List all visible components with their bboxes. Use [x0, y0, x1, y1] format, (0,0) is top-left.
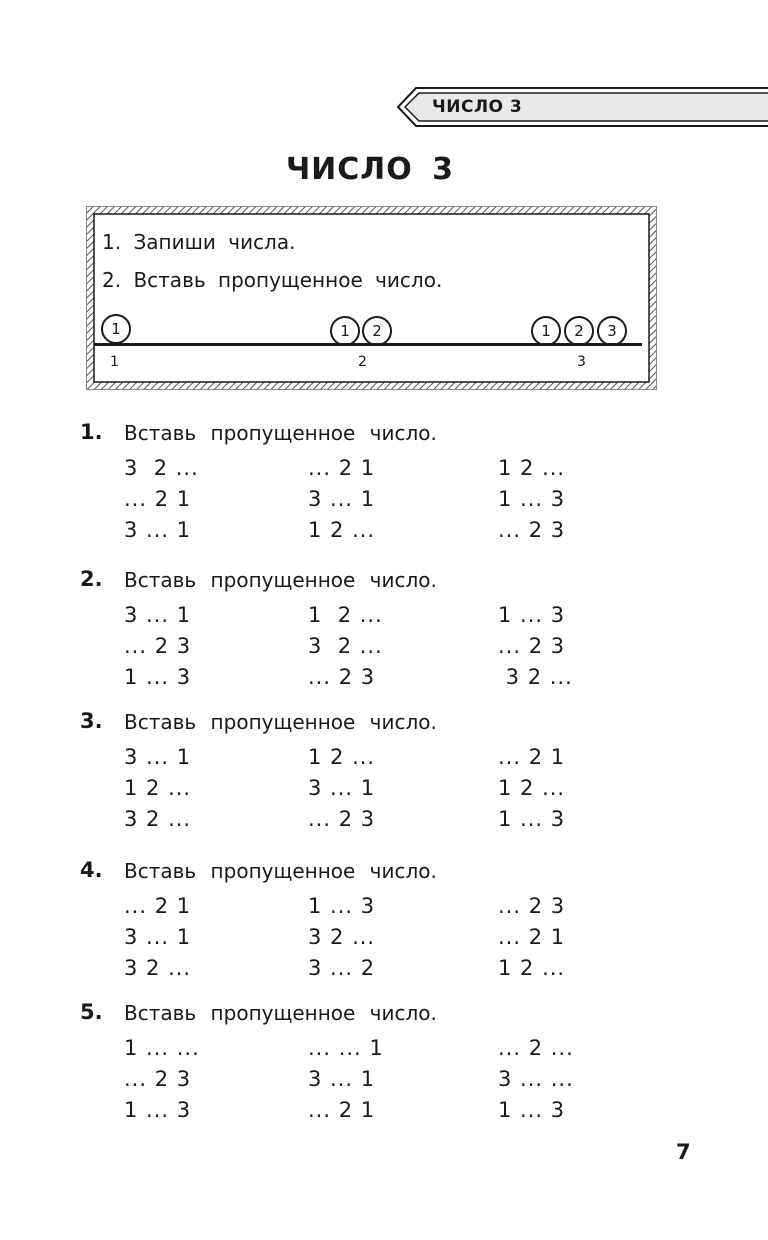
number-line-label: 3: [577, 354, 586, 370]
section-tab-label: ЧИСЛО 3: [432, 97, 523, 117]
exercise-number: 1.: [80, 420, 103, 444]
sequence-cell: ... 2 3: [498, 894, 566, 918]
sequence-cell: ... 2 1: [124, 487, 192, 511]
sequence-cell: 3 ... 1: [124, 925, 192, 949]
sequence-cell: ... 2 3: [308, 807, 376, 831]
sequence-cell: 1 2 ...: [498, 776, 566, 800]
number-line: [94, 343, 642, 346]
sequence-cell: 3 ... 2: [308, 956, 376, 980]
number-line-label: 2: [358, 354, 367, 370]
sequence-cell: ... 2 ...: [498, 1036, 574, 1060]
sequence-cell: ... 2 3: [124, 1067, 192, 1091]
sequence-cell: 3 ... 1: [308, 776, 376, 800]
circle-number: 2: [564, 316, 594, 346]
sequence-cell: 1 2 ...: [308, 518, 376, 542]
circle-number: 1: [531, 316, 561, 346]
sequence-cell: 3 2 ...: [124, 456, 199, 480]
exercise-number: 5.: [80, 1000, 103, 1024]
exercise-number: 3.: [80, 709, 103, 733]
sequence-cell: 1 ... 3: [308, 894, 376, 918]
sequence-cell: 3 ... 1: [308, 487, 376, 511]
sequence-cell: 3 2 ...: [124, 807, 192, 831]
sequence-cell: 3 ... 1: [124, 518, 192, 542]
sequence-cell: 3 2 ...: [308, 925, 376, 949]
sequence-cell: 1 ... ...: [124, 1036, 200, 1060]
sequence-cell: 1 ... 3: [498, 603, 566, 627]
sequence-cell: 1 ... 3: [124, 665, 192, 689]
sequence-cell: ... 2 1: [124, 894, 192, 918]
page-title: ЧИСЛО 3: [285, 152, 455, 187]
circle-number: 3: [597, 316, 627, 346]
exercise-instruction: Вставь пропущенное число.: [124, 710, 437, 734]
circle-number: 1: [101, 314, 131, 344]
exercise-instruction: Вставь пропущенное число.: [124, 568, 437, 592]
sequence-cell: ... 2 3: [498, 634, 566, 658]
sequence-cell: ... 2 1: [308, 456, 376, 480]
sequence-cell: 3 ... ...: [498, 1067, 574, 1091]
sequence-cell: 1 2 ...: [308, 745, 376, 769]
page-number: 7: [676, 1140, 691, 1164]
sequence-cell: 1 2 ...: [498, 456, 566, 480]
section-tab: [394, 86, 768, 128]
sequence-cell: ... ... 1: [308, 1036, 384, 1060]
sequence-cell: 1 2 ...: [308, 603, 383, 627]
sequence-cell: 3 2 ...: [124, 956, 192, 980]
sequence-cell: ... 2 1: [498, 745, 566, 769]
exercise-instruction: Вставь пропущенное число.: [124, 1001, 437, 1025]
sequence-cell: 1 ... 3: [498, 1098, 566, 1122]
circle-number: 2: [362, 316, 392, 346]
sequence-cell: 3 ... 1: [308, 1067, 376, 1091]
sequence-cell: ... 2 1: [308, 1098, 376, 1122]
sequence-cell: 3 2 ...: [498, 665, 573, 689]
sequence-cell: ... 2 3: [308, 665, 376, 689]
rule-box: [86, 206, 657, 390]
sequence-cell: 1 2 ...: [124, 776, 192, 800]
sequence-cell: 1 ... 3: [498, 487, 566, 511]
sequence-cell: 3 2 ...: [308, 634, 383, 658]
sequence-cell: ... 2 3: [498, 518, 566, 542]
rule-line-1: 1. Запиши числа.: [102, 230, 296, 254]
exercise-instruction: Вставь пропущенное число.: [124, 421, 437, 445]
exercise-number: 4.: [80, 858, 103, 882]
sequence-cell: 1 ... 3: [124, 1098, 192, 1122]
sequence-cell: 1 2 ...: [498, 956, 566, 980]
sequence-cell: 1 ... 3: [498, 807, 566, 831]
number-line-label: 1: [110, 354, 119, 370]
rule-line-2: 2. Вставь пропущенное число.: [102, 268, 443, 292]
sequence-cell: 3 ... 1: [124, 745, 192, 769]
sequence-cell: ... 2 1: [498, 925, 566, 949]
sequence-cell: ... 2 3: [124, 634, 192, 658]
exercise-number: 2.: [80, 567, 103, 591]
exercise-instruction: Вставь пропущенное число.: [124, 859, 437, 883]
circle-number: 1: [330, 316, 360, 346]
sequence-cell: 3 ... 1: [124, 603, 192, 627]
